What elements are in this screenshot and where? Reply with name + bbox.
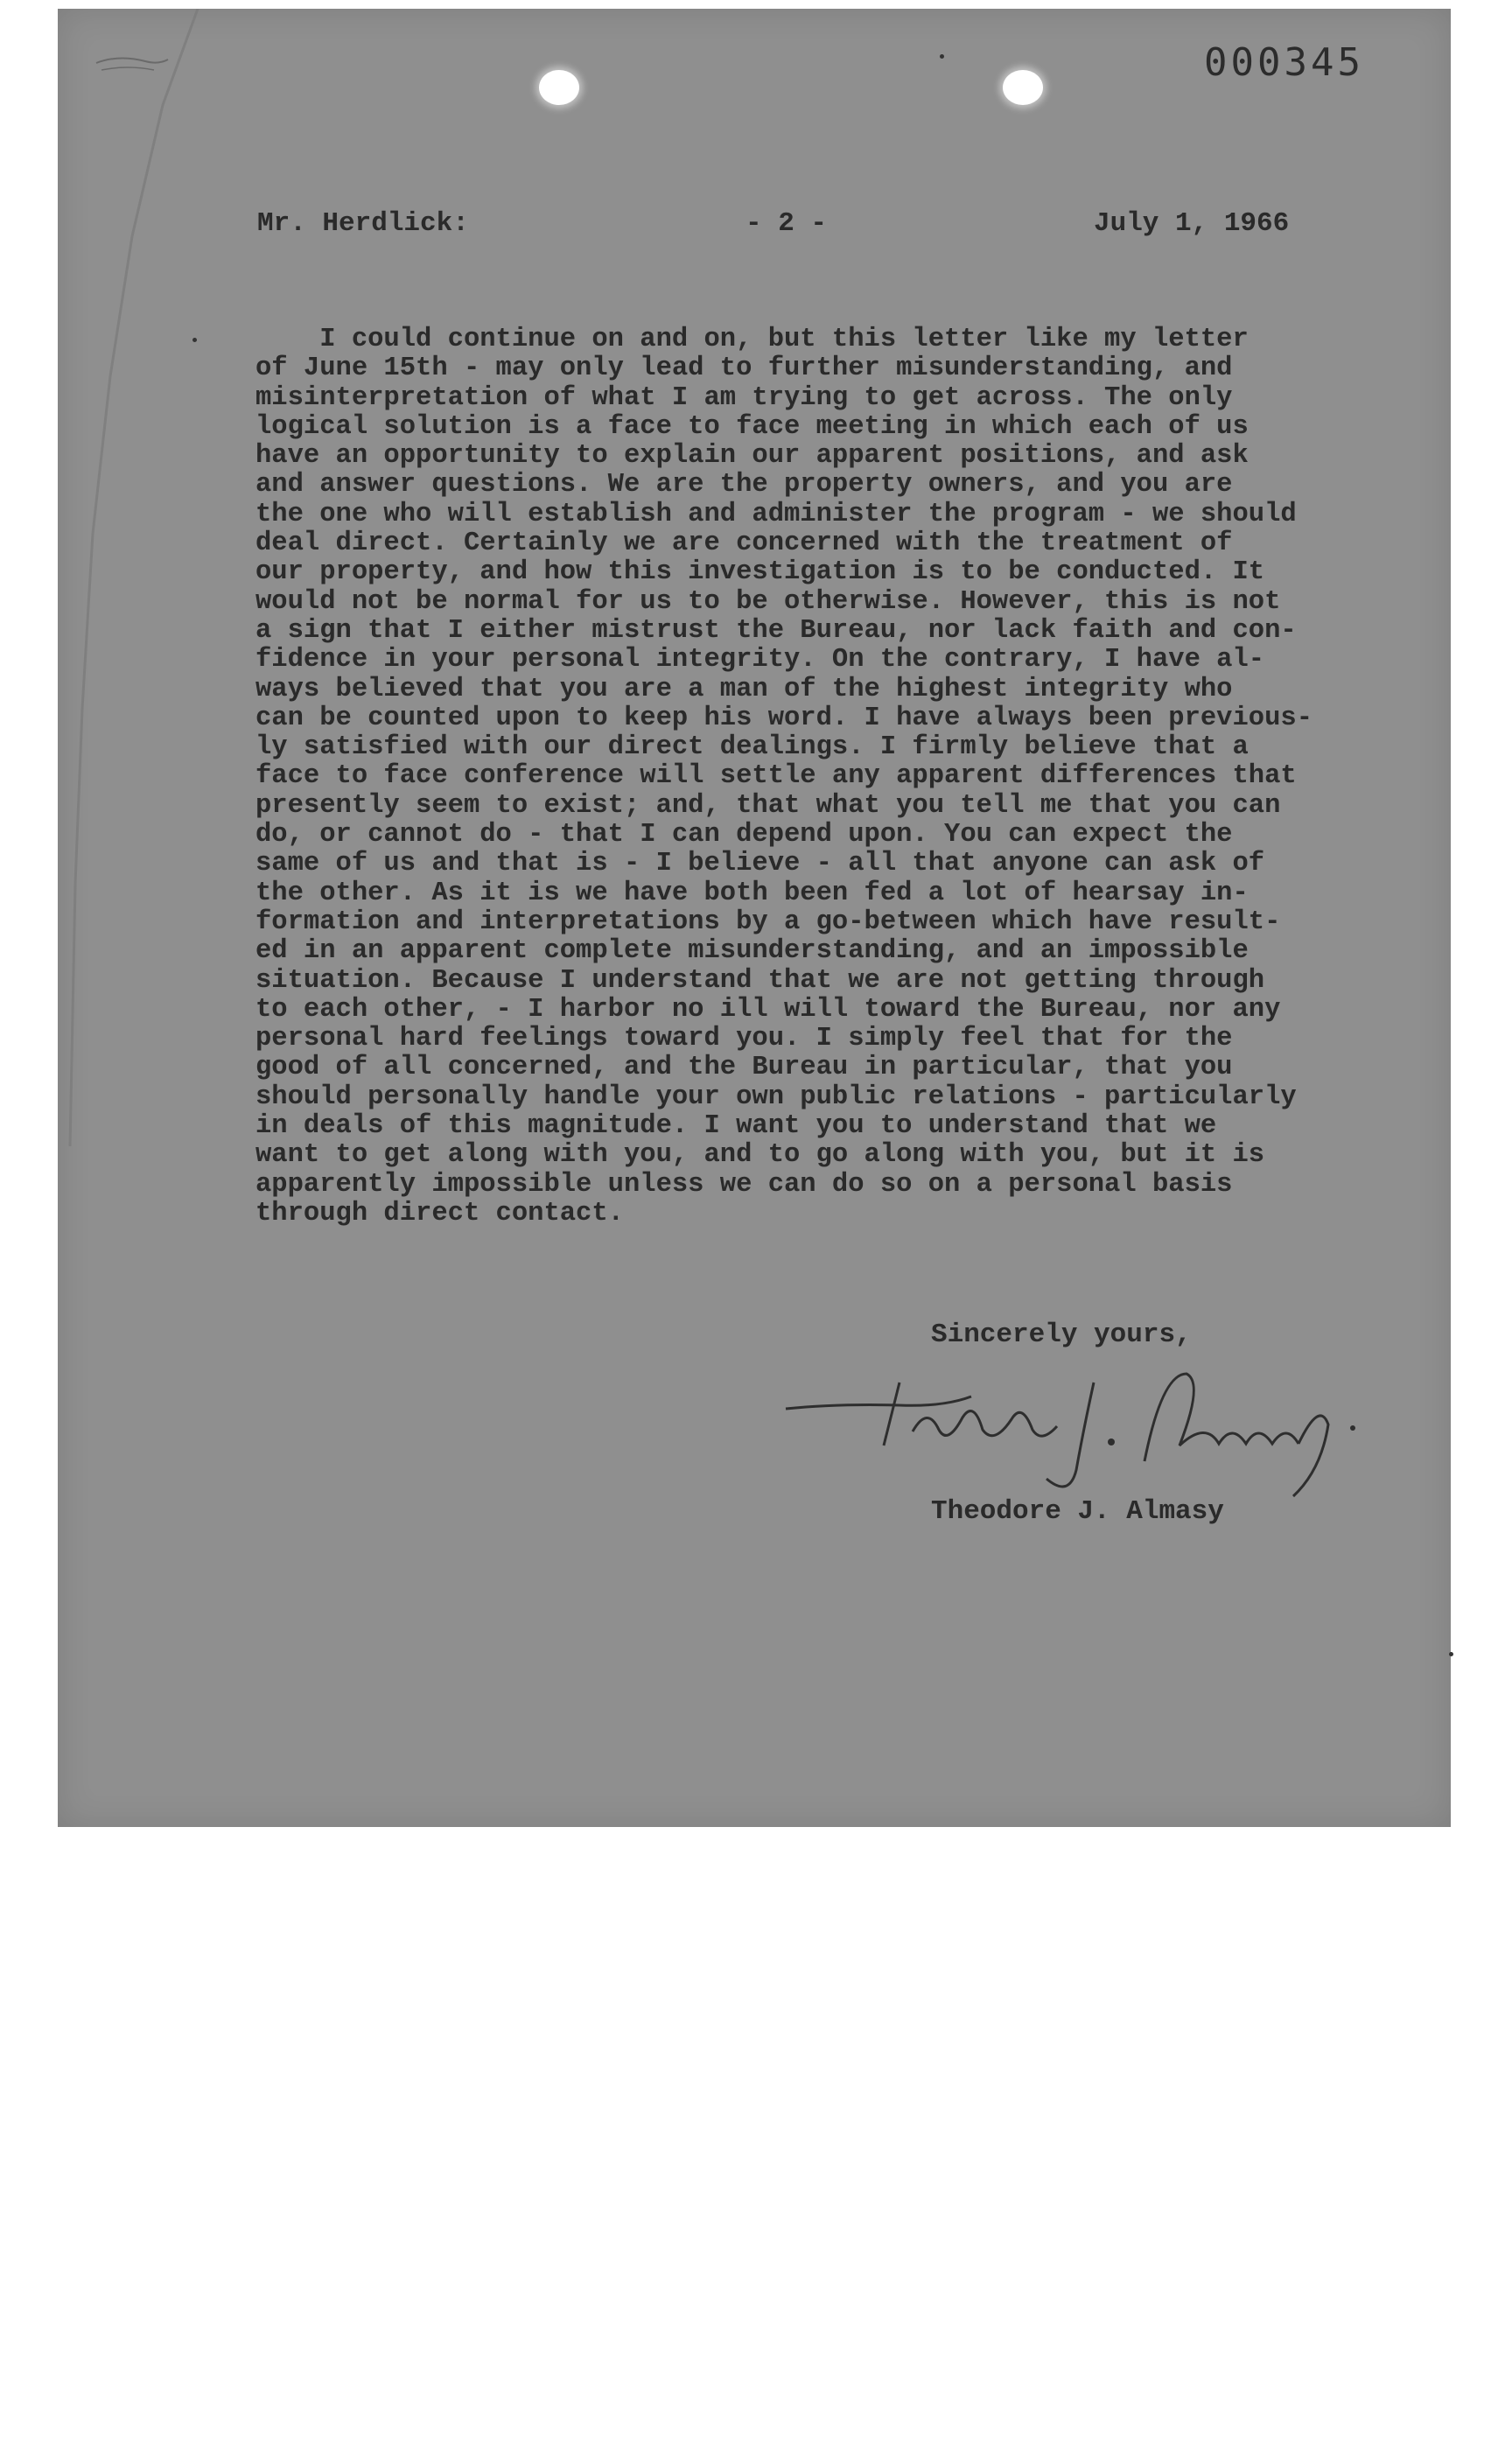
fold-line bbox=[58, 9, 285, 1146]
letter-closing: Sincerely yours, bbox=[931, 1320, 1192, 1350]
letter-sheet bbox=[58, 9, 1451, 1827]
corner-mark bbox=[93, 46, 172, 80]
letter-date: July 1, 1966 bbox=[1094, 208, 1290, 239]
signer-name: Theodore J. Almasy bbox=[931, 1496, 1224, 1527]
paper-speck bbox=[940, 54, 944, 59]
letter-salutation: Mr. Herdlick: bbox=[257, 208, 469, 239]
letter-body: I could continue on and on, but this letter like my letter of June 15th - may only lead to further misunderstanding, and misinterpretation of what I am trying to get across. The only logical solution is a face to face meeting in which each of us have an opportunity to explain our apparent positions, and ask and answer questions. We are the property owners, and you are the one who will establish and administer the program - we should deal direct. Certainly we are concerned with the treatment of our property, and how this investigation is to be conducted. It would not be normal for us to be otherwise. However, this is not a sign that I either mistrust the Bureau, nor lack faith and con- fidence in your personal integrity. On the contrary, I have al- ways believed that you are a man of the highest integrity who can be counted upon to keep his word. I have always been previous- ly satisfied with our direct dealings. I firmly believe that a face to face conference will settle any apparent differences that presently seem to exist; and, that what you tell me that you can do, or cannot do - that I can depend upon. You can expect the same of us and that is - I believe - all that anyone can ask of the other. As it is we have both been fed a lot of hearsay in- formation and interpretations by a go-between which have result- ed in an apparent complete misunderstanding, and an impossible situation. Because I understand that we are not getting through to each other, - I harbor no ill will toward the Bureau, nor any personal hard feelings toward you. I simply feel that for the good of all concerned, and the Bureau in particular, that you should personally handle your own public relations - particularly in deals of this magnitude. I want you to understand that we want to get along with you, and to go along with you, but it is apparently impossible unless we can do so on a personal basis through direct contact. bbox=[256, 325, 1312, 1228]
document-page-number: 000345 bbox=[1204, 40, 1364, 85]
punch-hole bbox=[1003, 70, 1043, 105]
punch-hole bbox=[539, 70, 579, 105]
paper-speck bbox=[192, 338, 197, 342]
handwritten-signature bbox=[768, 1348, 1363, 1505]
paper-speck bbox=[1449, 1652, 1453, 1656]
page-indicator: - 2 - bbox=[746, 208, 828, 239]
